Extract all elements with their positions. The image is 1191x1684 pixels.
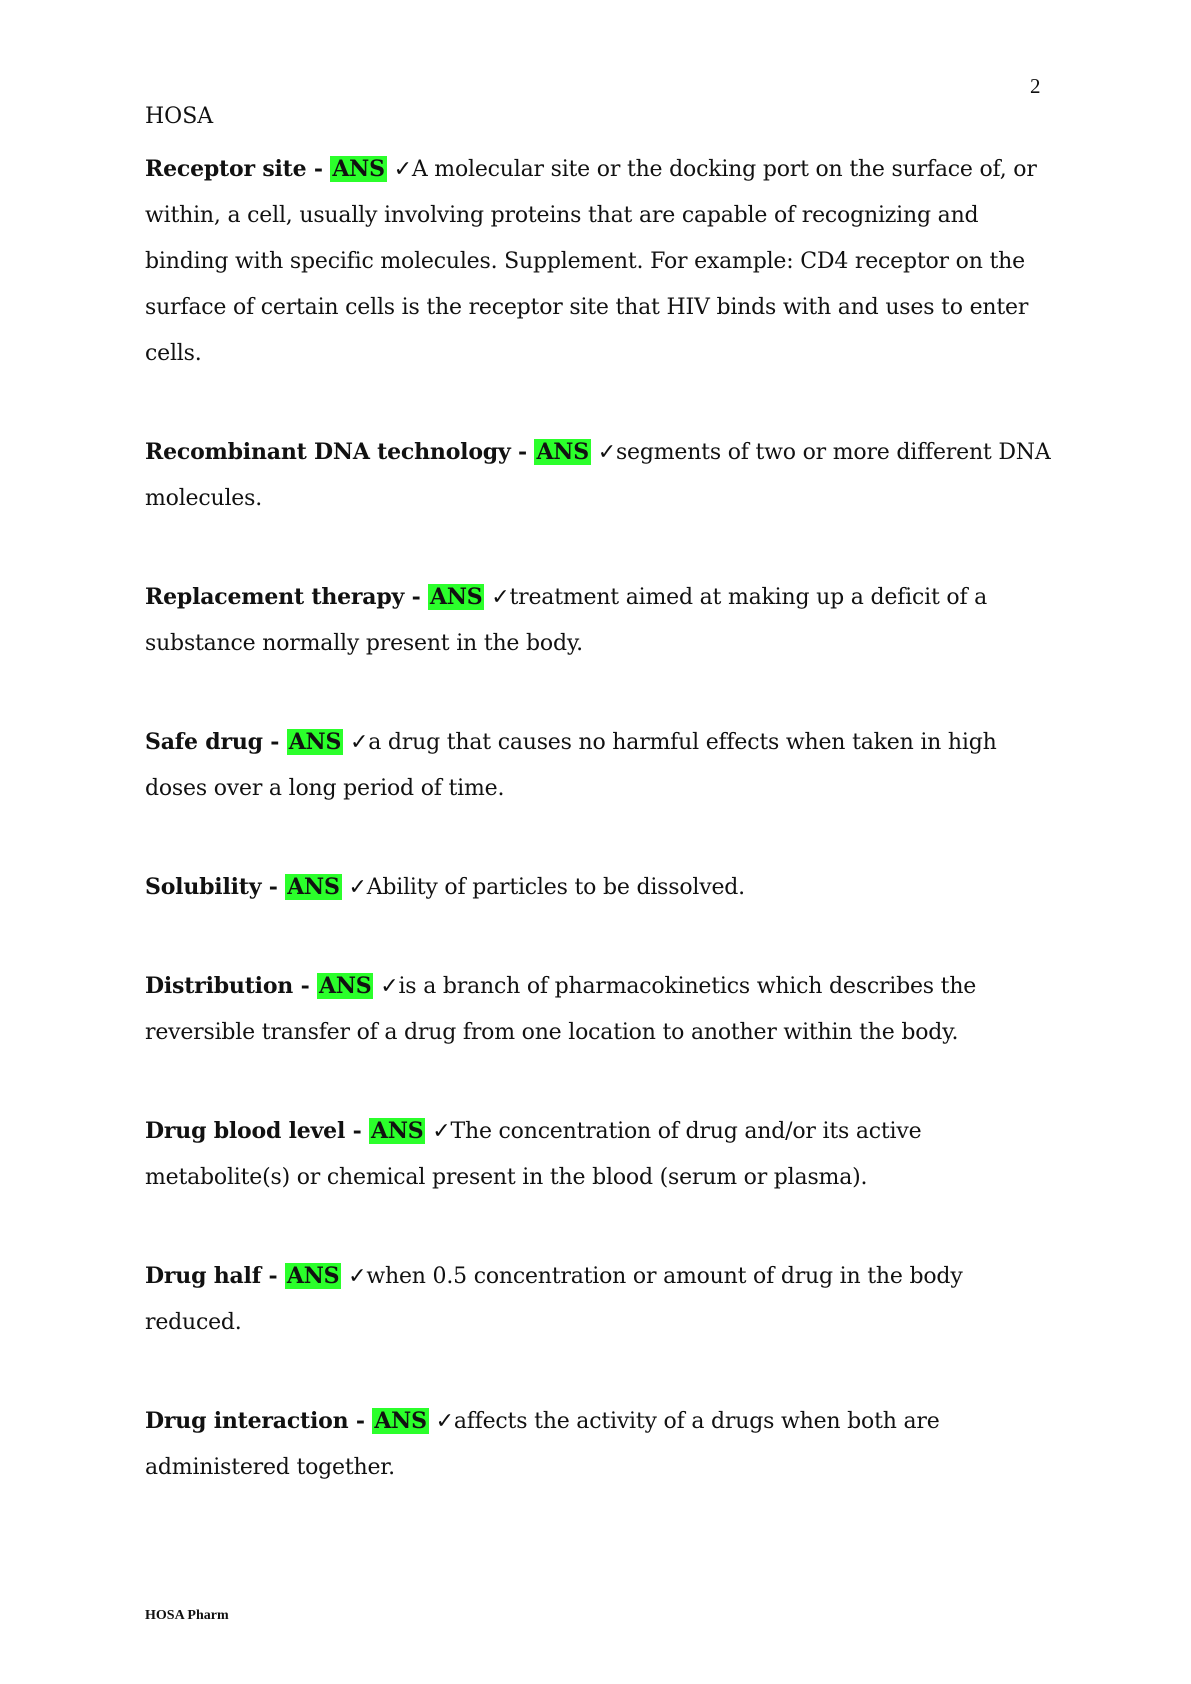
entry-definition: segments of two or more different DNA molecules. bbox=[145, 440, 1051, 511]
ans-highlight: ANS bbox=[288, 729, 342, 755]
entry bbox=[145, 963, 1065, 1056]
term-separator: - bbox=[510, 439, 535, 465]
page-header: HOSA bbox=[145, 104, 214, 129]
entry bbox=[145, 1253, 1065, 1346]
check-icon: ✓ bbox=[349, 730, 369, 755]
term-separator: - bbox=[345, 1118, 369, 1144]
entry-definition: a drug that causes no harmful effects when taken in high doses over a long period of time. bbox=[145, 730, 997, 801]
entry-definition: affects the activity of a drugs when both are administered together. bbox=[145, 1409, 940, 1480]
entry-term: Distribution bbox=[145, 973, 294, 999]
check-icon: ✓ bbox=[597, 440, 616, 465]
entry-term: Drug half bbox=[145, 1263, 261, 1289]
entry bbox=[145, 1108, 1065, 1201]
ans-highlight: ANS bbox=[286, 1263, 340, 1289]
ans-highlight: ANS bbox=[318, 973, 372, 999]
ans-highlight: ANS bbox=[374, 1408, 427, 1434]
entry-term: Drug blood level bbox=[145, 1118, 346, 1144]
term-separator: - bbox=[404, 584, 428, 610]
entry-term: Solubility bbox=[145, 874, 262, 900]
check-icon: ✓ bbox=[491, 585, 510, 610]
entry bbox=[145, 574, 1065, 667]
entry bbox=[145, 429, 1065, 522]
entry-definition: treatment aimed at making up a deficit of a substance normally present in the body. bbox=[145, 585, 988, 656]
entry-definition: is a branch of pharmacokinetics which describes the reversible transfer of a drug from one location to another within the body. bbox=[145, 974, 977, 1045]
ans-highlight: ANS bbox=[287, 874, 340, 900]
check-icon: ✓ bbox=[393, 157, 412, 182]
check-icon: ✓ bbox=[348, 1264, 367, 1289]
entry-term: Safe drug bbox=[145, 729, 263, 755]
entry bbox=[145, 719, 1065, 812]
ans-highlight: ANS bbox=[430, 584, 483, 610]
entry-term: Replacement therapy bbox=[145, 584, 405, 610]
page-footer: HOSA Pharm bbox=[145, 1608, 229, 1623]
check-icon: ✓ bbox=[348, 875, 367, 900]
entry-definition: Ability of particles to be dissolved. bbox=[366, 875, 745, 900]
term-separator: - bbox=[348, 1408, 373, 1434]
entry bbox=[145, 864, 1065, 911]
page-number: 2 bbox=[1030, 74, 1041, 98]
ans-highlight: ANS bbox=[536, 439, 589, 465]
entry-definition: A molecular site or the docking port on the surface of, or within, a cell, usually involving proteins that are capable of recognizing and binding with specific molecules. Supplement. For example: CD4 receptor on the surface of certain cells is the receptor site that HIV binds with and uses to enter cells. bbox=[145, 157, 1037, 366]
entry bbox=[145, 146, 1065, 377]
entry-definition: when 0.5 concentration or amount of drug in the body reduced. bbox=[145, 1264, 963, 1335]
check-icon: ✓ bbox=[432, 1119, 451, 1144]
term-separator: - bbox=[260, 1263, 285, 1289]
definitions-list bbox=[145, 146, 1065, 1543]
term-separator: - bbox=[261, 874, 286, 900]
term-separator: - bbox=[293, 973, 317, 999]
entry-term: Drug interaction bbox=[145, 1408, 349, 1434]
check-icon: ✓ bbox=[380, 974, 399, 999]
entry-term: Recombinant DNA technology bbox=[145, 439, 511, 465]
entry-term: Receptor site bbox=[145, 156, 307, 182]
ans-highlight: ANS bbox=[371, 1118, 424, 1144]
check-icon: ✓ bbox=[435, 1409, 454, 1434]
ans-highlight: ANS bbox=[332, 156, 385, 182]
entry-definition: The concentration of drug and/or its active metabolite(s) or chemical present in the blood (serum or plasma). bbox=[145, 1119, 922, 1190]
term-separator: - bbox=[262, 729, 287, 755]
entry bbox=[145, 1398, 1065, 1491]
term-separator: - bbox=[306, 156, 331, 182]
